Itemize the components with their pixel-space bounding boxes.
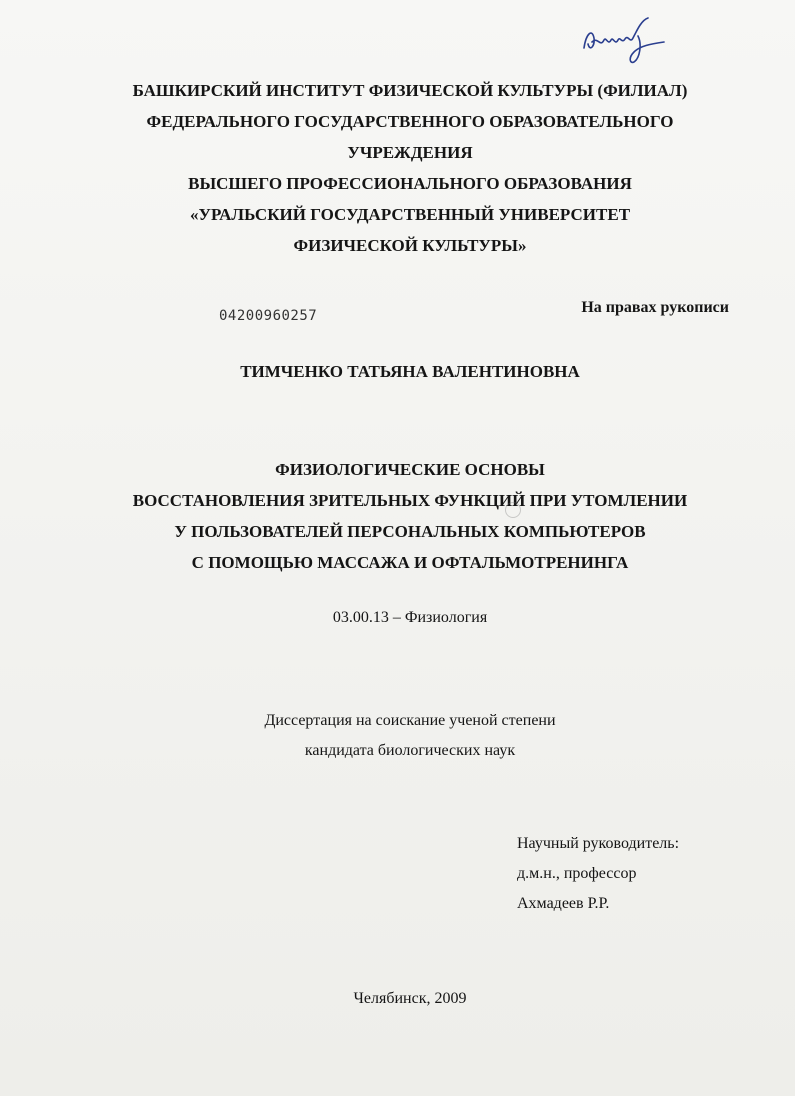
- specialty-code: 03.00.13 – Физиология: [332, 609, 488, 626]
- institution-header: [80, 75, 740, 261]
- institution-line: ФЕДЕРАЛЬНОГО ГОСУДАРСТВЕННОГО ОБРАЗОВАТЕЛЬНОГО: [146, 112, 674, 131]
- degree-statement: [80, 706, 740, 766]
- supervisor-name: Ахмадеев Р.Р.: [517, 895, 610, 912]
- city-year: Челябинск, 2009: [353, 990, 467, 1007]
- scan-mark: [505, 502, 521, 518]
- title-line: ФИЗИОЛОГИЧЕСКИЕ ОСНОВЫ: [275, 460, 545, 479]
- degree-line: кандидата биологических наук: [304, 742, 516, 759]
- institution-line: ВЫСШЕГО ПРОФЕССИОНАЛЬНОГО ОБРАЗОВАНИЯ: [188, 174, 632, 193]
- document-id: 04200960257: [219, 308, 318, 324]
- title-line: ВОССТАНОВЛЕНИЯ ЗРИТЕЛЬНЫХ ФУНКЦИЙ ПРИ УТОМЛЕНИИ: [132, 491, 688, 510]
- supervisor-block: [517, 829, 679, 919]
- handwritten-signature: [578, 14, 670, 66]
- degree-line: Диссертация на соискание ученой степени: [264, 712, 556, 729]
- title-line: У ПОЛЬЗОВАТЕЛЕЙ ПЕРСОНАЛЬНЫХ КОМПЬЮТЕРОВ: [174, 522, 646, 541]
- supervisor-title: д.м.н., профессор: [517, 865, 637, 882]
- title-line: С ПОМОЩЬЮ МАССАЖА И ОФТАЛЬМОТРЕНИНГА: [191, 553, 629, 572]
- institution-line: «УРАЛЬСКИЙ ГОСУДАРСТВЕННЫЙ УНИВЕРСИТЕТ: [189, 205, 631, 224]
- supervisor-label: Научный руководитель:: [517, 835, 680, 852]
- institution-line: ФИЗИЧЕСКОЙ КУЛЬТУРЫ»: [293, 236, 527, 255]
- institution-line: БАШКИРСКИЙ ИНСТИТУТ ФИЗИЧЕСКОЙ КУЛЬТУРЫ (ФИЛИАЛ): [132, 81, 688, 100]
- rights-label: На правах рукописи: [581, 299, 729, 316]
- author-name: ТИМЧЕНКО ТАТЬЯНА ВАЛЕНТИНОВНА: [240, 362, 580, 381]
- dissertation-title: [60, 454, 760, 578]
- institution-line: УЧРЕЖДЕНИЯ: [347, 143, 473, 162]
